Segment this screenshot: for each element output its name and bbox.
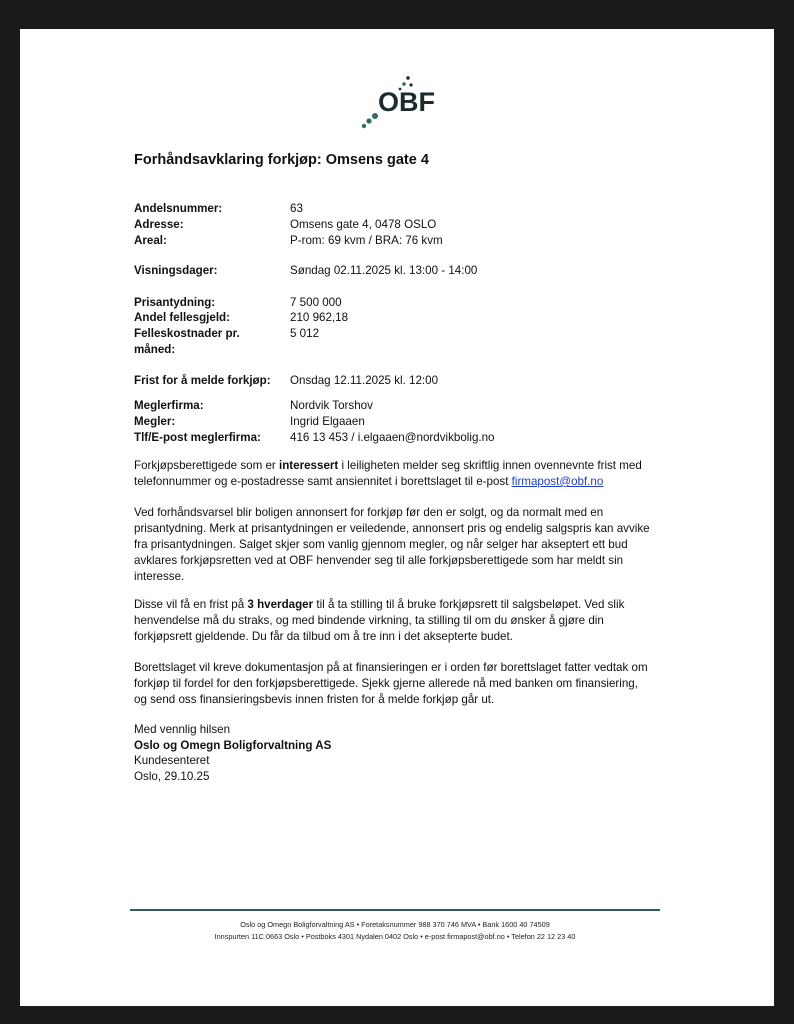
signature-greeting: Med vennlig hilsen xyxy=(134,723,231,736)
text: Forkjøpsberettigede som er xyxy=(134,459,279,472)
text: Disse vil få en frist på xyxy=(134,598,248,611)
email-link[interactable]: firmapost@obf.no xyxy=(511,475,604,488)
document-page xyxy=(20,29,774,1006)
footer-line-2: Innspurten 11C 0663 Oslo • Postboks 4301 Nydalen 0402 Oslo • e-post firmapost@obf.no • Telefon 22 12 23 40 xyxy=(214,932,576,941)
info-value: 63 xyxy=(290,202,303,215)
info-value: Søndag 02.11.2025 kl. 13:00 - 14:00 xyxy=(290,264,478,277)
info-label: Frist for å melde forkjøp: xyxy=(134,374,271,387)
logo-text: OBF xyxy=(378,87,435,117)
info-value: 7 500 000 xyxy=(290,296,342,309)
signature-place-date: Oslo, 29.10.25 xyxy=(134,770,210,783)
bold-text: interessert xyxy=(278,459,339,472)
info-label: måned: xyxy=(134,343,176,356)
info-label: Andelsnummer: xyxy=(134,202,223,215)
info-label: Prisantydning: xyxy=(134,296,216,309)
info-value: Omsens gate 4, 0478 OSLO xyxy=(290,218,437,231)
paragraph-interest xyxy=(134,458,654,490)
info-value: Ingrid Elgaaen xyxy=(290,415,365,428)
info-label: Adresse: xyxy=(134,218,184,231)
bold-text: 3 hverdager xyxy=(247,598,314,611)
footer-line-1: Oslo og Omegn Boligforvaltning AS • Foretaksnummer 988 370 746 MVA • Bank 1600 40 74509 xyxy=(240,920,550,929)
info-label: Andel fellesgjeld: xyxy=(134,311,230,324)
page-title: Forhåndsavklaring forkjøp: Omsens gate 4 xyxy=(134,152,429,168)
info-value: 416 13 453 / i.elgaaen@nordvikbolig.no xyxy=(290,431,495,444)
info-label: Tlf/E-post meglerfirma: xyxy=(134,431,261,444)
info-value: 5 012 xyxy=(290,327,320,340)
info-value: Nordvik Torshov xyxy=(290,399,373,412)
paragraph-advance-notice: Ved forhåndsvarsel blir boligen annonsert for forkjøp før den er solgt, og da normalt med en prisantydning. Merk at prisantydningen er veiledende, annonsert pris og endelig salgspris kan avvike fra prisantydningen. Salget skjer som vanlig gjennom megler, og når selger har akseptert ett bud avklares forkjøpsretten ved at OBF henvender seg til alle forkjøpsberettigede som har meldt sin interesse. xyxy=(134,506,650,583)
footer-divider xyxy=(130,909,660,911)
signature-company: Oslo og Omegn Boligforvaltning AS xyxy=(134,739,332,752)
info-value: 210 962,18 xyxy=(290,311,349,324)
info-label: Meglerfirma: xyxy=(134,399,204,412)
text: i leiligheten melder seg skriftlig innen ovennevnte frist med telefonnummer og e-postadresse samt ansiennitet i borettslaget til e-post xyxy=(134,459,642,488)
info-value: Onsdag 12.11.2025 kl. 12:00 xyxy=(290,374,439,387)
info-label: Felleskostnader pr. xyxy=(134,327,240,340)
info-label: Areal: xyxy=(134,234,167,247)
paragraph-deadline xyxy=(134,597,654,645)
info-label: Visningsdager: xyxy=(134,264,218,277)
info-value: P-rom: 69 kvm / BRA: 76 kvm xyxy=(290,234,443,247)
text: til å ta stilling til å bruke forkjøpsrett til salgsbeløpet. Ved slik henvendelse må du straks, og med bindende virkning, ta stilling til om du ønsker å gjøre din forkjøpsrett gjeldende. Du får da tilbud om å tre inn i det aksepterte budet. xyxy=(134,598,625,643)
signature-department: Kundesenteret xyxy=(134,754,210,767)
info-label: Megler: xyxy=(134,415,176,428)
paragraph-financing: Borettslaget vil kreve dokumentasjon på at finansieringen er i orden før borettslaget fatter vedtak om forkjøp til fordel for den forkjøpsberettigede. Sjekk gjerne allerede nå med banken om finansiering, og send oss finansieringsbevis innen fristen for å melde forkjøp går ut. xyxy=(134,661,648,706)
